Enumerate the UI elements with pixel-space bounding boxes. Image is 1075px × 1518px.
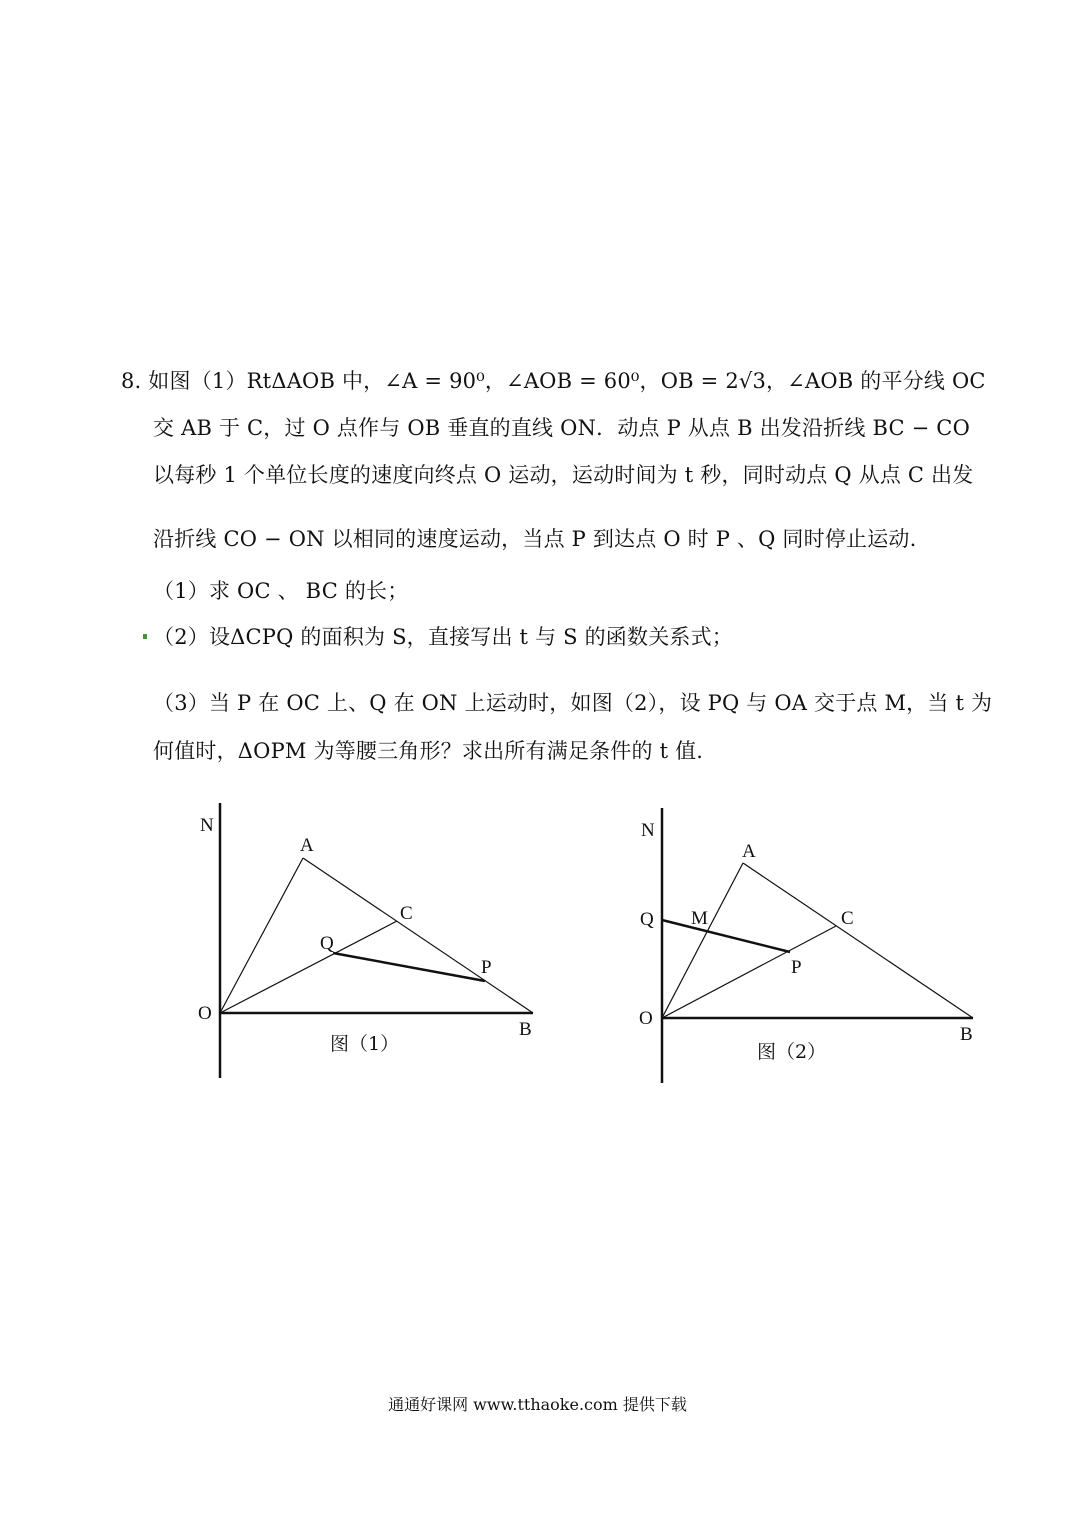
label-o: O xyxy=(639,1008,653,1029)
footer-credit: 通通好课网 www.tthaoke.com 提供下载 xyxy=(388,1395,687,1414)
green-dot-mark xyxy=(143,634,147,639)
question-line-3: 以每秒 1 个单位长度的速度向终点 O 运动，运动时间为 t 秒，同时动点 Q 从点 C 出发 xyxy=(153,463,974,487)
label-b: B xyxy=(960,1024,973,1045)
question-part-3-line-1: （3）当 P 在 OC 上、Q 在 ON 上运动时，如图（2），设 PQ 与 OA 交于点 M，当 t 为 xyxy=(153,691,993,715)
segment-oc xyxy=(662,926,836,1018)
segment-oc xyxy=(220,921,397,1013)
segment-pq xyxy=(333,953,485,981)
figure-1-diagram xyxy=(190,800,550,1085)
label-m: M xyxy=(691,908,708,929)
question-part-1: （1）求 OC 、 BC 的长； xyxy=(153,579,409,603)
label-a: A xyxy=(742,841,756,862)
question-part-3-line-2: 何值时，ΔOPM 为等腰三角形？求出所有满足条件的 t 值. xyxy=(153,739,704,763)
label-q: Q xyxy=(320,933,334,954)
label-o: O xyxy=(198,1003,212,1024)
question-part-2: （2）设ΔCPQ 的面积为 S，直接写出 t 与 S 的函数关系式； xyxy=(153,625,734,649)
label-n: N xyxy=(641,820,655,841)
figure-1-caption: 图（1） xyxy=(330,1033,400,1055)
question-line-4: 沿折线 CO − ON 以相同的速度运动，当点 P 到达点 O 时 P 、Q 同时停止运动. xyxy=(153,527,917,551)
figure-1 xyxy=(190,800,550,1085)
figure-2 xyxy=(630,800,990,1090)
segment-pq xyxy=(662,920,790,952)
question-line-2: 交 AB 于 C，过 O 点作与 OB 垂直的直线 ON．动点 P 从点 B 出发沿折线 BC − CO xyxy=(153,416,970,440)
label-c: C xyxy=(400,903,413,924)
label-a: A xyxy=(300,835,314,856)
label-p: P xyxy=(791,957,802,978)
question-line-1: 8. 如图（1）RtΔAOB 中，∠A = 90⁰，∠AOB = 60⁰，OB = 2√3，∠AOB 的平分线 OC xyxy=(121,369,986,393)
label-c: C xyxy=(841,908,854,929)
label-p: P xyxy=(481,957,492,978)
label-b: B xyxy=(519,1019,532,1040)
segment-oa xyxy=(220,858,303,1013)
segment-ab xyxy=(303,858,533,1013)
segment-ab xyxy=(743,863,973,1018)
figure-2-diagram xyxy=(630,800,990,1090)
segment-oa xyxy=(662,863,743,1018)
figure-2-caption: 图（2） xyxy=(757,1041,827,1063)
label-n: N xyxy=(200,815,214,836)
label-q: Q xyxy=(640,909,654,930)
